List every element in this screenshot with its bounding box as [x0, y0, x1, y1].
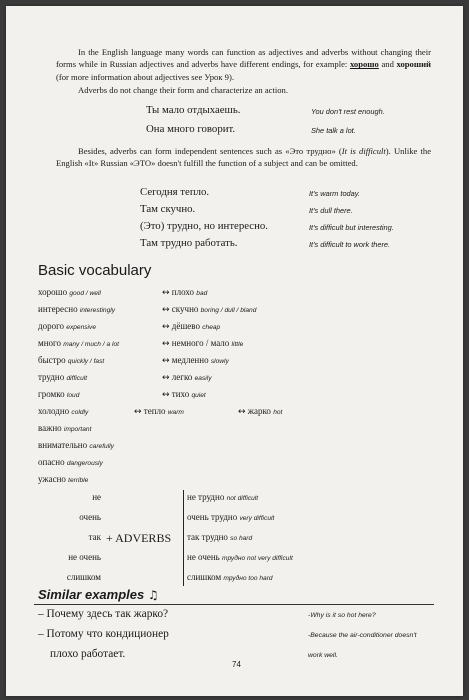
- intro-paragraph: In the English language many words can function as adjectives and adverbs without changing their forms while in Russian adjectives and adverbs have different endings, for example: хорошо and хороший (for more information about adjectives see Урок 9).: [56, 47, 431, 82]
- grid-phrase: не трудно not difficult: [187, 492, 259, 502]
- example-en: You don't rest enough.: [311, 107, 385, 116]
- adverbs-note: Adverbs do not change their form and characterize an action.: [78, 85, 288, 95]
- vocab-antonym: ↔ дёшево cheap: [162, 321, 221, 332]
- double-arrow-icon: ↔: [162, 305, 170, 315]
- example-ru: Она много говорит.: [146, 123, 236, 135]
- grid-modifier: не: [92, 492, 101, 502]
- vocab-heading: Basic vocabulary: [38, 262, 152, 279]
- double-arrow-icon: ↔: [238, 407, 246, 417]
- example-en: It's dull there.: [309, 206, 353, 215]
- example-ru: Сегодня тепло.: [140, 186, 210, 198]
- double-arrow-icon: ↔: [162, 356, 170, 366]
- grid-modifier: не очень: [68, 552, 101, 562]
- example-ru: Там скучно.: [140, 203, 196, 215]
- grid-phrase: не очень трудно not very difficult: [187, 552, 293, 562]
- vocab-row: трудно difficult: [38, 372, 88, 382]
- vocab-antonym: ↔ тихо quiet: [162, 389, 206, 400]
- adverbs-label: + ADVERBS: [106, 531, 172, 545]
- grid-modifier: очень: [79, 512, 101, 522]
- vocab-antonym: ↔ жарко hot: [238, 406, 283, 417]
- vocab-row: хорошо good / well: [38, 287, 101, 297]
- double-arrow-icon: ↔: [162, 390, 170, 400]
- dialog-ru: – Почему здесь так жарко?: [38, 608, 169, 620]
- double-arrow-icon: ↔: [134, 407, 142, 417]
- dialog-ru: плохо работает.: [50, 648, 126, 660]
- vocab-antonym: ↔ немного / мало little: [162, 338, 244, 349]
- section-rule: [34, 604, 434, 605]
- vocab-antonym: ↔ скучно boring / dull / bland: [162, 304, 257, 315]
- grid-phrase: так трудно so hard: [187, 532, 253, 542]
- word-khoroshiy: хороший: [396, 59, 431, 70]
- vocab-row: холодно coldly: [38, 406, 89, 416]
- word-khorosho: хорошо: [349, 59, 379, 70]
- example-en: She talk a lot.: [311, 126, 356, 135]
- grid-divider: [183, 490, 184, 586]
- dialog-en: work well.: [308, 652, 338, 659]
- dialog-en: -Because the air-conditioner doesn't: [308, 632, 417, 639]
- vocab-row: громко loud: [38, 389, 80, 399]
- dialog-en: -Why is it so hot here?: [308, 612, 376, 619]
- dialog-ru: – Потому что кондиционер: [38, 628, 169, 640]
- music-note-icon: ♫: [147, 588, 159, 602]
- vocab-antonym: ↔ легко easily: [162, 372, 212, 383]
- double-arrow-icon: ↔: [162, 339, 170, 349]
- double-arrow-icon: ↔: [162, 322, 170, 332]
- vocab-antonym: ↔ тепло warm: [134, 406, 184, 417]
- double-arrow-icon: ↔: [162, 288, 170, 298]
- example-ru: Ты мало отдыхаешь.: [146, 104, 241, 116]
- vocab-row: интересно interestingly: [38, 304, 116, 314]
- textbook-page: [6, 6, 463, 696]
- eto-paragraph: Besides, adverbs can form independent sentences such as «Это трудно» (It is difficult). Unlike the English «It» Russian «ЭТО» doesn't fulfill the function of a subject and can be omitted.: [56, 146, 432, 169]
- grid-modifier: так: [88, 532, 101, 542]
- vocab-row: важно important: [38, 423, 92, 433]
- example-ru: (Это) трудно, но интересно.: [140, 220, 268, 232]
- example-en: It's difficult to work there.: [309, 240, 391, 249]
- double-arrow-icon: ↔: [162, 373, 170, 383]
- vocab-row: много many / much / a lot: [38, 338, 119, 348]
- page-number: 74: [232, 660, 241, 669]
- grid-phrase: очень трудно very difficult: [187, 512, 275, 522]
- vocab-row: быстро quickly / fast: [38, 355, 105, 365]
- example-en: It's difficult but interesting.: [309, 223, 394, 232]
- vocab-antonym: ↔ медленно slowly: [162, 355, 229, 366]
- grid-modifier: слишком: [66, 572, 101, 582]
- example-ru: Там трудно работать.: [140, 237, 238, 249]
- similar-examples-heading: Similar examples ♫: [38, 587, 159, 602]
- vocab-row: ужасно terrible: [38, 474, 89, 484]
- vocab-row: внимательно carefully: [38, 440, 114, 450]
- vocab-row: дорого expensive: [38, 321, 96, 331]
- vocab-row: опасно dangerously: [38, 457, 103, 467]
- vocab-antonym: ↔ плохо bad: [162, 287, 208, 298]
- grid-phrase: слишком трудно too hard: [187, 572, 273, 582]
- example-en: It's warm today.: [309, 189, 360, 198]
